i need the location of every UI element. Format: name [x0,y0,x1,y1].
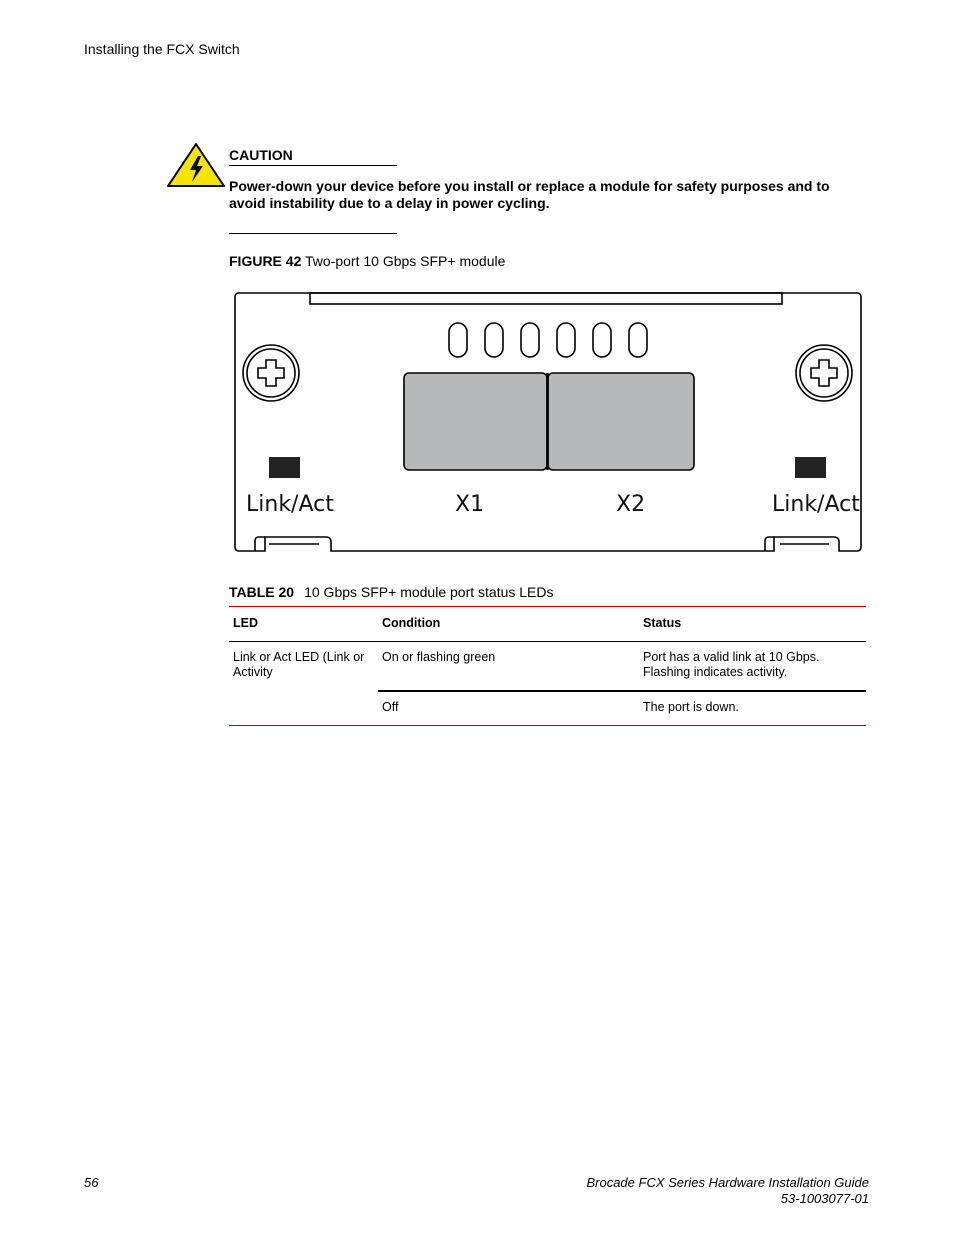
cell-condition: Off [382,700,399,714]
sfp-port-x2 [548,373,694,470]
cell-status: The port is down. [643,700,739,714]
port-x2-label: X2 [616,492,646,517]
doc-number: 53-1003077-01 [780,1191,869,1206]
doc-title: Brocade FCX Series Hardware Installation Guide [586,1175,869,1190]
table-caption [229,584,554,600]
left-led [269,457,300,478]
left-screw [243,345,299,401]
header-led: LED [229,607,378,642]
right-led [795,457,826,478]
caution-text: Power-down your device before you install or replace a module for safety purposes and to avoid instability due to a delay in power cycling. [229,178,830,211]
sfp-module-illustration [229,287,865,559]
cell-led: Link or Act LED (Link or Activity [233,650,365,679]
vent-slots [449,323,647,357]
cell-condition: On or flashing green [378,642,639,692]
header-condition: Condition [378,607,639,642]
port-x1-label: X1 [455,492,485,517]
left-led-label: Link/Act [246,492,334,517]
figure-label: FIGURE 42 [229,253,302,269]
right-screw [796,345,852,401]
caution-heading: CAUTION [229,147,397,166]
high-voltage-warning-icon [166,142,226,188]
header-status: Status [639,607,866,642]
page-number: 56 [84,1175,99,1190]
status-line: Flashing indicates activity. [643,665,788,679]
table-header-row [229,607,866,642]
table-row [229,642,866,692]
sfp-port-x1 [404,373,547,470]
right-led-label: Link/Act [772,492,860,517]
figure-caption [229,253,505,269]
status-line: Port has a valid link at 10 Gbps. [643,650,820,664]
table-label: TABLE 20 [229,584,295,600]
table-title: 10 Gbps SFP+ module port status LEDs [304,584,554,600]
led-status-table [229,606,866,726]
caution-end-rule [229,233,397,234]
figure-title: Two-port 10 Gbps SFP+ module [305,253,506,269]
running-head: Installing the FCX Switch [84,41,240,57]
cell-status [639,642,866,692]
footer-doc-info [586,1175,869,1207]
